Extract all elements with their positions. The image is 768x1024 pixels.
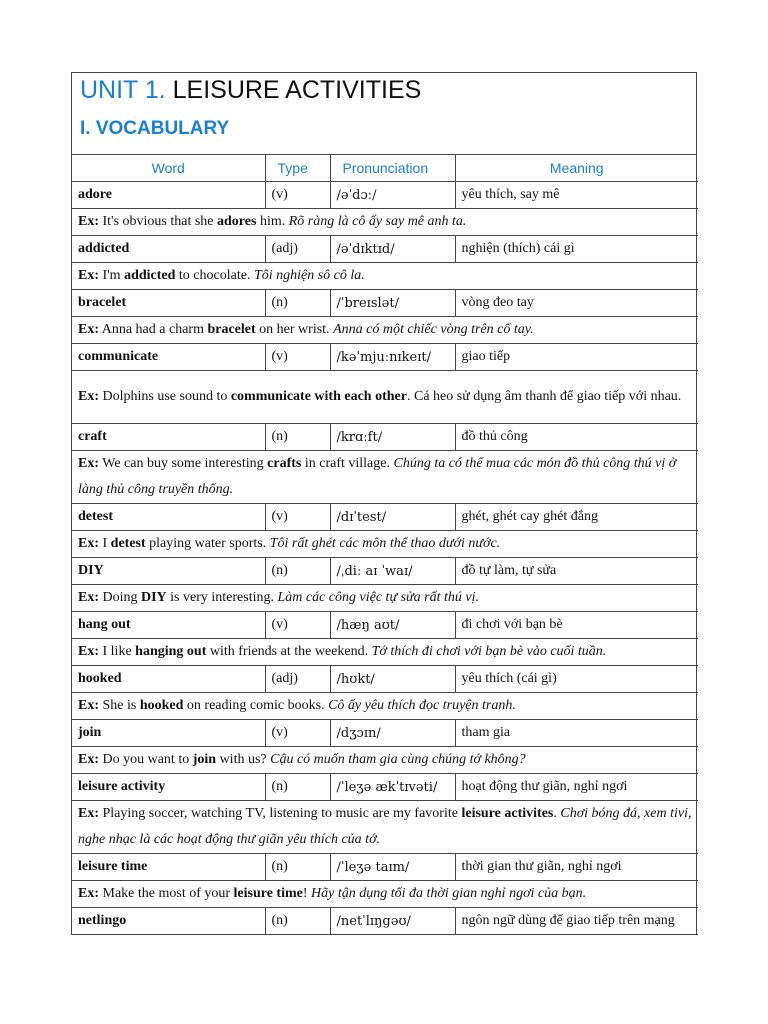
vocab-type: (n) bbox=[265, 854, 330, 881]
unit-name: LEISURE ACTIVITIES bbox=[172, 76, 422, 104]
example-text: with us? bbox=[216, 752, 271, 767]
vocab-meaning: yêu thích, say mê bbox=[455, 182, 698, 209]
example-text: Make the most of your bbox=[102, 886, 234, 901]
vocab-type: (adj) bbox=[265, 666, 330, 693]
vocab-pronunciation: /hæŋ aʊt/ bbox=[330, 612, 455, 639]
vocab-pronunciation: /kəˈmjuːnɪkeɪt/ bbox=[330, 344, 455, 371]
example-row bbox=[72, 693, 698, 720]
example-text: Doing bbox=[102, 590, 141, 605]
vocab-row bbox=[72, 854, 698, 881]
vocab-word: hooked bbox=[72, 666, 265, 693]
document-header bbox=[72, 73, 696, 155]
example-translation: Chúng ta có thể mua các món đồ thủ công thú vị ở làng thủ công truyền thống. bbox=[78, 456, 677, 497]
vocab-meaning: yêu thích (cái gì) bbox=[455, 666, 698, 693]
vocab-row bbox=[72, 558, 698, 585]
vocab-word: hang out bbox=[72, 612, 265, 639]
example-text: . Cá heo sử dụng âm thanh để giao tiếp với nhau. bbox=[406, 389, 682, 404]
vocabulary-body bbox=[72, 182, 698, 935]
vocab-type: (n) bbox=[265, 290, 330, 317]
vocabulary-document bbox=[71, 72, 697, 935]
unit-title bbox=[80, 76, 421, 105]
example-text: Do you want to bbox=[102, 752, 193, 767]
example-keyword: adores bbox=[217, 214, 257, 229]
example-row bbox=[72, 451, 698, 504]
example-translation: Rõ ràng là cô ấy say mê anh ta. bbox=[288, 214, 467, 229]
vocab-word: bracelet bbox=[72, 290, 265, 317]
example-label: Ex: bbox=[78, 590, 99, 605]
example-keyword: leisure time bbox=[233, 886, 303, 901]
example-label: Ex: bbox=[78, 752, 99, 767]
vocab-pronunciation: /hʊkt/ bbox=[330, 666, 455, 693]
vocab-type: (adj) bbox=[265, 236, 330, 263]
example-text: in craft village. bbox=[301, 456, 394, 471]
example-translation: Tôi rất ghét các môn thể thao dưới nước. bbox=[269, 536, 501, 551]
vocab-type: (n) bbox=[265, 424, 330, 451]
vocab-word: detest bbox=[72, 504, 265, 531]
vocab-meaning: vòng đeo tay bbox=[455, 290, 698, 317]
vocab-word: leisure time bbox=[72, 854, 265, 881]
example-label: Ex: bbox=[78, 806, 99, 821]
vocab-pronunciation: /dɪˈtest/ bbox=[330, 504, 455, 531]
column-header-meaning: Meaning bbox=[455, 155, 698, 182]
example-sentence bbox=[72, 801, 698, 854]
example-sentence bbox=[72, 263, 698, 290]
example-row bbox=[72, 801, 698, 854]
example-text: on her wrist. bbox=[255, 322, 334, 337]
vocab-pronunciation: /ˈleʒə taɪm/ bbox=[330, 854, 455, 881]
example-translation: Chơi bóng đá, xem tivi, nghe nhạc là các hoạt động thư giãn yêu thích của tớ. bbox=[78, 806, 692, 847]
vocab-pronunciation: /dʒɔɪn/ bbox=[330, 720, 455, 747]
example-sentence bbox=[72, 639, 698, 666]
vocab-row bbox=[72, 612, 698, 639]
vocab-row bbox=[72, 504, 698, 531]
vocab-meaning: tham gia bbox=[455, 720, 698, 747]
example-text: It's obvious that she bbox=[102, 214, 218, 229]
example-sentence bbox=[72, 451, 698, 504]
example-sentence bbox=[72, 317, 698, 344]
vocab-pronunciation: /əˈdɔː/ bbox=[330, 182, 455, 209]
vocab-word: netlingo bbox=[72, 908, 265, 935]
example-label: Ex: bbox=[78, 322, 99, 337]
vocab-word: craft bbox=[72, 424, 265, 451]
vocab-pronunciation: /krɑːft/ bbox=[330, 424, 455, 451]
example-label: Ex: bbox=[78, 698, 99, 713]
example-sentence bbox=[72, 585, 698, 612]
example-row bbox=[72, 209, 698, 236]
vocab-pronunciation: /ˈbreɪslət/ bbox=[330, 290, 455, 317]
example-sentence bbox=[72, 747, 698, 774]
vocab-row bbox=[72, 290, 698, 317]
example-keyword: hooked bbox=[139, 698, 184, 713]
example-keyword: communicate with each other bbox=[230, 389, 407, 404]
example-translation: Cậu có muốn tham gia cùng chúng tớ không? bbox=[270, 752, 526, 767]
vocab-word: communicate bbox=[72, 344, 265, 371]
column-header-pronunciation: Pronunciation bbox=[330, 155, 455, 182]
vocab-type: (n) bbox=[265, 908, 330, 935]
example-keyword: addicted bbox=[124, 268, 176, 283]
vocab-type: (v) bbox=[265, 504, 330, 531]
example-label: Ex: bbox=[78, 886, 99, 901]
vocab-type: (v) bbox=[265, 344, 330, 371]
example-text: I'm bbox=[102, 268, 125, 283]
vocab-pronunciation: /ˈleʒə ækˈtɪvəti/ bbox=[330, 774, 455, 801]
example-text: Playing soccer, watching TV, listening to music are my favorite bbox=[102, 806, 462, 821]
vocab-meaning: hoạt động thư giãn, nghỉ ngơi bbox=[455, 774, 698, 801]
vocab-row bbox=[72, 666, 698, 693]
example-keyword: DIY bbox=[141, 590, 167, 605]
vocab-pronunciation: /əˈdɪktɪd/ bbox=[330, 236, 455, 263]
vocab-word: join bbox=[72, 720, 265, 747]
vocab-meaning: đồ tự làm, tự sửa bbox=[455, 558, 698, 585]
example-text: I bbox=[102, 536, 111, 551]
vocab-meaning: nghiện (thích) cái gì bbox=[455, 236, 698, 263]
vocab-pronunciation: /netˈlɪŋgəʊ/ bbox=[330, 908, 455, 935]
example-keyword: join bbox=[192, 752, 217, 767]
example-row bbox=[72, 371, 698, 424]
example-text: Anna had a charm bbox=[101, 322, 208, 337]
example-text: Dolphins use sound to bbox=[102, 389, 231, 404]
table-header-row bbox=[72, 155, 698, 182]
vocab-row bbox=[72, 344, 698, 371]
vocab-row bbox=[72, 182, 698, 209]
example-sentence bbox=[72, 371, 698, 424]
column-header-word: Word bbox=[72, 155, 265, 182]
example-text: with friends at the weekend. bbox=[206, 644, 372, 659]
column-header-type: Type bbox=[265, 155, 330, 182]
example-text: We can buy some interesting bbox=[102, 456, 268, 471]
vocab-pronunciation: /ˌdiː aɪ ˈwaɪ/ bbox=[330, 558, 455, 585]
example-label: Ex: bbox=[78, 536, 99, 551]
example-text: I like bbox=[102, 644, 136, 659]
example-text: him. bbox=[256, 214, 289, 229]
example-text: ! bbox=[302, 886, 312, 901]
example-label: Ex: bbox=[78, 644, 99, 659]
example-keyword: detest bbox=[110, 536, 146, 551]
vocab-meaning: giao tiếp bbox=[455, 344, 698, 371]
example-text: . bbox=[553, 806, 561, 821]
vocab-meaning: thời gian thư giãn, nghỉ ngơi bbox=[455, 854, 698, 881]
example-text: on reading comic books. bbox=[183, 698, 329, 713]
example-sentence bbox=[72, 693, 698, 720]
vocab-type: (v) bbox=[265, 182, 330, 209]
vocab-type: (n) bbox=[265, 774, 330, 801]
vocab-row bbox=[72, 236, 698, 263]
example-keyword: bracelet bbox=[207, 322, 256, 337]
example-row bbox=[72, 263, 698, 290]
example-text: is very interesting. bbox=[166, 590, 278, 605]
section-title: I. VOCABULARY bbox=[80, 118, 230, 139]
vocab-meaning: ghét, ghét cay ghét đắng bbox=[455, 504, 698, 531]
example-translation: Hãy tận dụng tối đa thời gian nghỉ ngơi của bạn. bbox=[311, 886, 587, 901]
example-row bbox=[72, 639, 698, 666]
example-translation: Làm các công việc tự sửa rất thú vị. bbox=[277, 590, 479, 605]
vocab-meaning: đồ thủ công bbox=[455, 424, 698, 451]
example-row bbox=[72, 747, 698, 774]
vocab-row bbox=[72, 774, 698, 801]
vocab-meaning: đi chơi với bạn bè bbox=[455, 612, 698, 639]
example-keyword: leisure activites bbox=[461, 806, 554, 821]
example-text: She is bbox=[102, 698, 140, 713]
example-translation: Tớ thích đi chơi với bạn bè vào cuối tuần. bbox=[371, 644, 607, 659]
vocab-meaning: ngôn ngữ dùng để giao tiếp trên mạng bbox=[455, 908, 698, 935]
example-row bbox=[72, 531, 698, 558]
vocab-word: leisure activity bbox=[72, 774, 265, 801]
vocab-row bbox=[72, 908, 698, 935]
vocab-type: (v) bbox=[265, 720, 330, 747]
example-label: Ex: bbox=[78, 214, 99, 229]
example-row bbox=[72, 585, 698, 612]
vocab-type: (n) bbox=[265, 558, 330, 585]
unit-number: UNIT 1. bbox=[80, 76, 166, 104]
example-sentence bbox=[72, 531, 698, 558]
example-sentence bbox=[72, 881, 698, 908]
vocab-row bbox=[72, 424, 698, 451]
example-label: Ex: bbox=[78, 268, 99, 283]
example-row bbox=[72, 881, 698, 908]
vocabulary-table bbox=[72, 155, 698, 935]
vocab-type: (v) bbox=[265, 612, 330, 639]
vocab-word: DIY bbox=[72, 558, 265, 585]
example-text: to chocolate. bbox=[175, 268, 254, 283]
vocab-row bbox=[72, 720, 698, 747]
vocab-word: adore bbox=[72, 182, 265, 209]
example-sentence bbox=[72, 209, 698, 236]
example-text: playing water sports. bbox=[145, 536, 270, 551]
example-row bbox=[72, 317, 698, 344]
vocab-word: addicted bbox=[72, 236, 265, 263]
example-label: Ex: bbox=[78, 389, 99, 404]
example-translation: Tôi nghiện sô cô la. bbox=[253, 268, 365, 283]
example-keyword: hanging out bbox=[135, 644, 207, 659]
example-translation: Cô ấy yêu thích đọc truyện tranh. bbox=[328, 698, 516, 713]
example-keyword: crafts bbox=[267, 456, 302, 471]
example-label: Ex: bbox=[78, 456, 99, 471]
example-translation: Anna có một chiếc vòng trên cổ tay. bbox=[333, 322, 534, 337]
